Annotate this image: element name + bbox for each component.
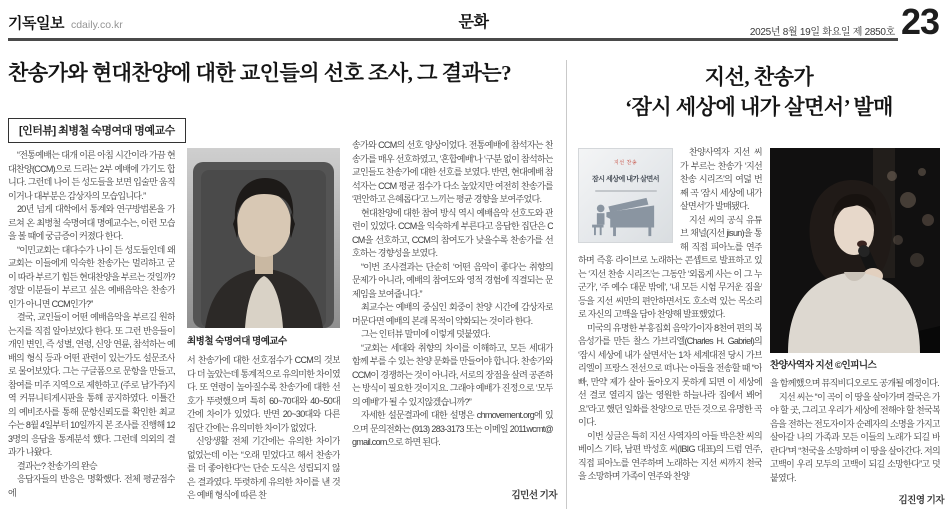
paragraph: 을 함께했으며 뮤직비디오로도 공개될 예정이다. (770, 378, 939, 388)
album-title: 잠시 세상에 내가 살면서 (592, 175, 659, 183)
paragraph: 현대찬양에 대한 참여 방식 역시 예배음악 선호도와 관련이 있었다. CCM을 익숙하게 부른다고 응답한 집단은 CCM을 선호하고, CCM의 참여도가 낮을수록 찬송가를 선호하는 경향성을 보였다. (352, 207, 553, 258)
newspaper-logo: 기독일보 (8, 15, 64, 32)
right-article-column-2 (770, 148, 940, 509)
professor-photo (187, 148, 340, 328)
site-url: cdaily.co.kr (70, 19, 123, 31)
paragraph: 그는 인터뷰 말미에 이렇게 덧붙였다. (361, 329, 490, 339)
paragraph: 서 찬송가에 대한 선호점수가 CCM의 것보다 더 높았는데 통계적으로 유의미한 차이였다. 또 연령이 높아질수록 찬송가에 대한 선호가 뚜렷했으며 특히 60~70대와 40~50대 간에 차이가 있었다. 반면 20~30대와 다른 집단 간에는 유의미한 차이가 없었다. (187, 355, 340, 433)
album-series-label: 지선 찬송 (613, 160, 638, 166)
professor-photo-caption: 최병철 숙명여대 명예교수 (187, 336, 287, 347)
paragraph: 최교수는 예배의 중심인 회중이 찬양 시간에 감상자로 머문다면 예배의 본래 목적이 약화되는 것이라 한다. (352, 302, 553, 326)
paragraph: “교회는 세대와 취향의 차이를 이해하고, 모든 세대가 함께 부를 수 있는 찬양 문화를 만들어야 합니다. 찬송가와 CCM이 경쟁하는 것이 아니라, 서로의 장점을 살려 공존하는 방식이 필요한 것이지요. 그래야 예배가 진정으로 ‘모두의 예배’가 될 수 있지않겠습니까?” (352, 342, 553, 407)
singer-photo (770, 148, 940, 353)
paragraph: 이번 싱글은 특히 지선 사역자의 아들 박은찬 씨의 베이스 기타, 남편 박성호 씨(IBIG 대표)의 드럼 연주, 직접 피아노를 연주하며 노래하는 지선 씨까지 천국을 소망하며 가족이 연주와 찬양 (578, 430, 762, 481)
piano-illustration (586, 196, 665, 238)
column-divider (566, 60, 567, 509)
right-article-column-2-text (770, 377, 940, 485)
paragraph: 미국의 유명한 부흥집회 음악가이자 8천여 편의 복음성가를 만든 찰스 가브리엘(Charles H. Gabriel)의 ‘잠시 세상에 내가 살면서’는 1차 세계대전 당시 가브리엘이 프랑스 전선으로 떠나는 아들을 전송할 때 “아빠, 만약 제가 살아 돌아오지 못하게 되면 이 세상에선 결코 열리지 않는 영원한 하늘나라 집에서 봬어요”라고 했던 일화를 찬양으로 만든 것으로 유명한 곡이다. (578, 322, 762, 427)
date-issue: 2025년 8월 19일 화요일 제 2850호 (749, 27, 895, 38)
right-headline-line1: 지선, 찬송가 (704, 65, 814, 89)
paragraph: 결국, 교인들이 어떤 예배음악을 부르길 원하는지를 직접 알아보았다 한다. 또 그런 반응들이 개인 변인, 즉 성별, 연령, 신앙 연륜, 참석하는 예배의 형식 등과 어떤 관련이 있는가도 설문조사로 물어보았다. 그는 구글폼으로 문항을 만들고, 참여를 미주 지역으로 제한하고 (주로 남가주)지역 커뮤니티게시판을 통해 공지하였다. 이틀간의 예비조사를 통해 문항신뢰도를 확인한 최교수는 8월 4일부터 10일까지 본 조사를 진행해 123명의 응답을 통계분석 했다. 그런데 의외의 결과가 나왔다. (8, 312, 175, 457)
interview-kicker: [인터뷰] 최병철 숙명여대 명예교수 (8, 118, 186, 143)
paragraph: 자세한 설문결과에 대한 설명은 chmovement.org에 있으며 문의전화는 (913) 283-3173 또는 이메일 2011wcmt@gmail.com으로 하면 된다. (352, 410, 553, 447)
paragraph: “이번 조사결과는 단순히 ‘어떤 음악이 좋다’는 취향의 문제가 아니라, 예배의 참여도와 영적 경험에 직결되는 문제임을 보여줍니다.” (352, 261, 553, 299)
section-title: 문화 (458, 14, 489, 31)
paragraph: 20년 넘게 대학에서 통계와 연구방법론을 가르쳐 온 최병철 숙명여대 명예교수는, 이런 모습을 볼 때에 궁금증이 커졌다 한다. (8, 204, 175, 241)
left-article-headline: 찬송가와 현대찬양에 대한 교인들의 선호 조사, 그 결과는? (8, 61, 512, 85)
right-article-headline (578, 62, 940, 122)
paragraph: 응답자들의 반응은 명확했다. 전체 평균점수에 (8, 474, 175, 498)
left-article-column-2 (187, 148, 340, 509)
paragraph: 신앙생활 전체 기간에는 유의한 차이가 없었는데 이는 “오래 믿었다고 해서 찬송가를 더 좋아한다”는 단순 도식은 성립되지 않은 결과였다. 뚜렷하게 유의한 차이를 낸 것은 예배 형식에 따른 찬 (187, 436, 340, 500)
header-rule (8, 38, 898, 41)
left-article-column-1 (8, 149, 175, 505)
singer-photo-caption: 찬양사역자 지선 ©인피니스 (770, 360, 877, 371)
left-article-column-2-text (187, 354, 340, 503)
paragraph: “이민교회는 대다수가 나이 든 성도들인데 왜 교회는 이들에게 익숙한 찬송가는 멀리하고 굳이 따라 부르기 힘든 현대찬양을 부르는 것일까? 정말 이분들이 부르고 싶은 예배음악은 찬송가인가 아니면 CCM인가?” (8, 244, 175, 309)
paragraph: 지선 씨의 공식 유튜브 채널(지선 jisun)을 통해 직접 피아노를 연주하며 즉흥 라이브로 노래하는 콘셉트로 발표하고 있는 ‘지선 찬송 시리즈’는 그동안 ‘외롭게 사는 이 그 누군가’, ‘주 예수 대문 밖에’, ‘내 모든 시험 무거운 짐을’ 등을 지선 씨만의 편안하면서도 호소력 있는 목소리로 자신의 고백을 담아 찬양해 발표했었다. (578, 214, 762, 319)
paragraph: 결과는? 찬송가의 완승 (17, 460, 97, 471)
paragraph: “전통예배는 대개 이른 아침 시간이라 가끔 현대찬양(CCM)으로 드리는 2부 예배에 가기도 합니다. 그런데 나이 든 성도들을 보면 입술만 움직이거나 대부분은 감상자의 모습입니다.” (8, 150, 175, 201)
paragraph: 찬양사역자 지선 씨가 부르는 찬송가 ‘지선 찬송 시리즈’의 여덟 번째 곡 ‘잠시 세상에 내가 살면서’가 발매됐다. (680, 147, 762, 211)
left-article-column-3 (352, 139, 553, 484)
right-article-byline: 김진영 기자 (830, 492, 944, 506)
right-article-column-1 (578, 146, 762, 509)
page-number: 23 (900, 1, 939, 42)
left-article-byline: 김민선 기자 (433, 487, 557, 501)
album-cover (578, 148, 673, 243)
right-headline-line2: ‘잠시 세상에 내가 살면서’ 발매 (625, 95, 893, 119)
paragraph: 지선 씨는 “이 곡이 이 땅을 살아가며 결국은 가야 할 곳, 그리고 우리가 세상에 전해야 할 천국복음을 전하는 전도자이자 순례자의 소명을 가지고 살아갈 나의 가족과 모든 이들의 노래가 되길 바란다”며 “천국을 소망하며 이 땅을 살아간다. 저의 고백이 우리 모두의 고백이 되길 소망한다”고 덧붙였다. (770, 391, 940, 483)
paragraph: 송가와 CCM의 선호 양상이었다. 전통예배에 참석자는 찬송가를 매우 선호하였고, ‘혼합예배’나 ‘구분 없이 참석하는 교인들도 찬송가에 대한 선호를 보였다. 반면, 현대예배 참석자는 CCM 평균 점수가 다소 높았지만 여전히 찬송가를 ‘편안하고 은혜롭다’고 느끼는 평균 경향을 보여주었다. (352, 140, 553, 204)
album-subtitle-line (595, 190, 657, 192)
